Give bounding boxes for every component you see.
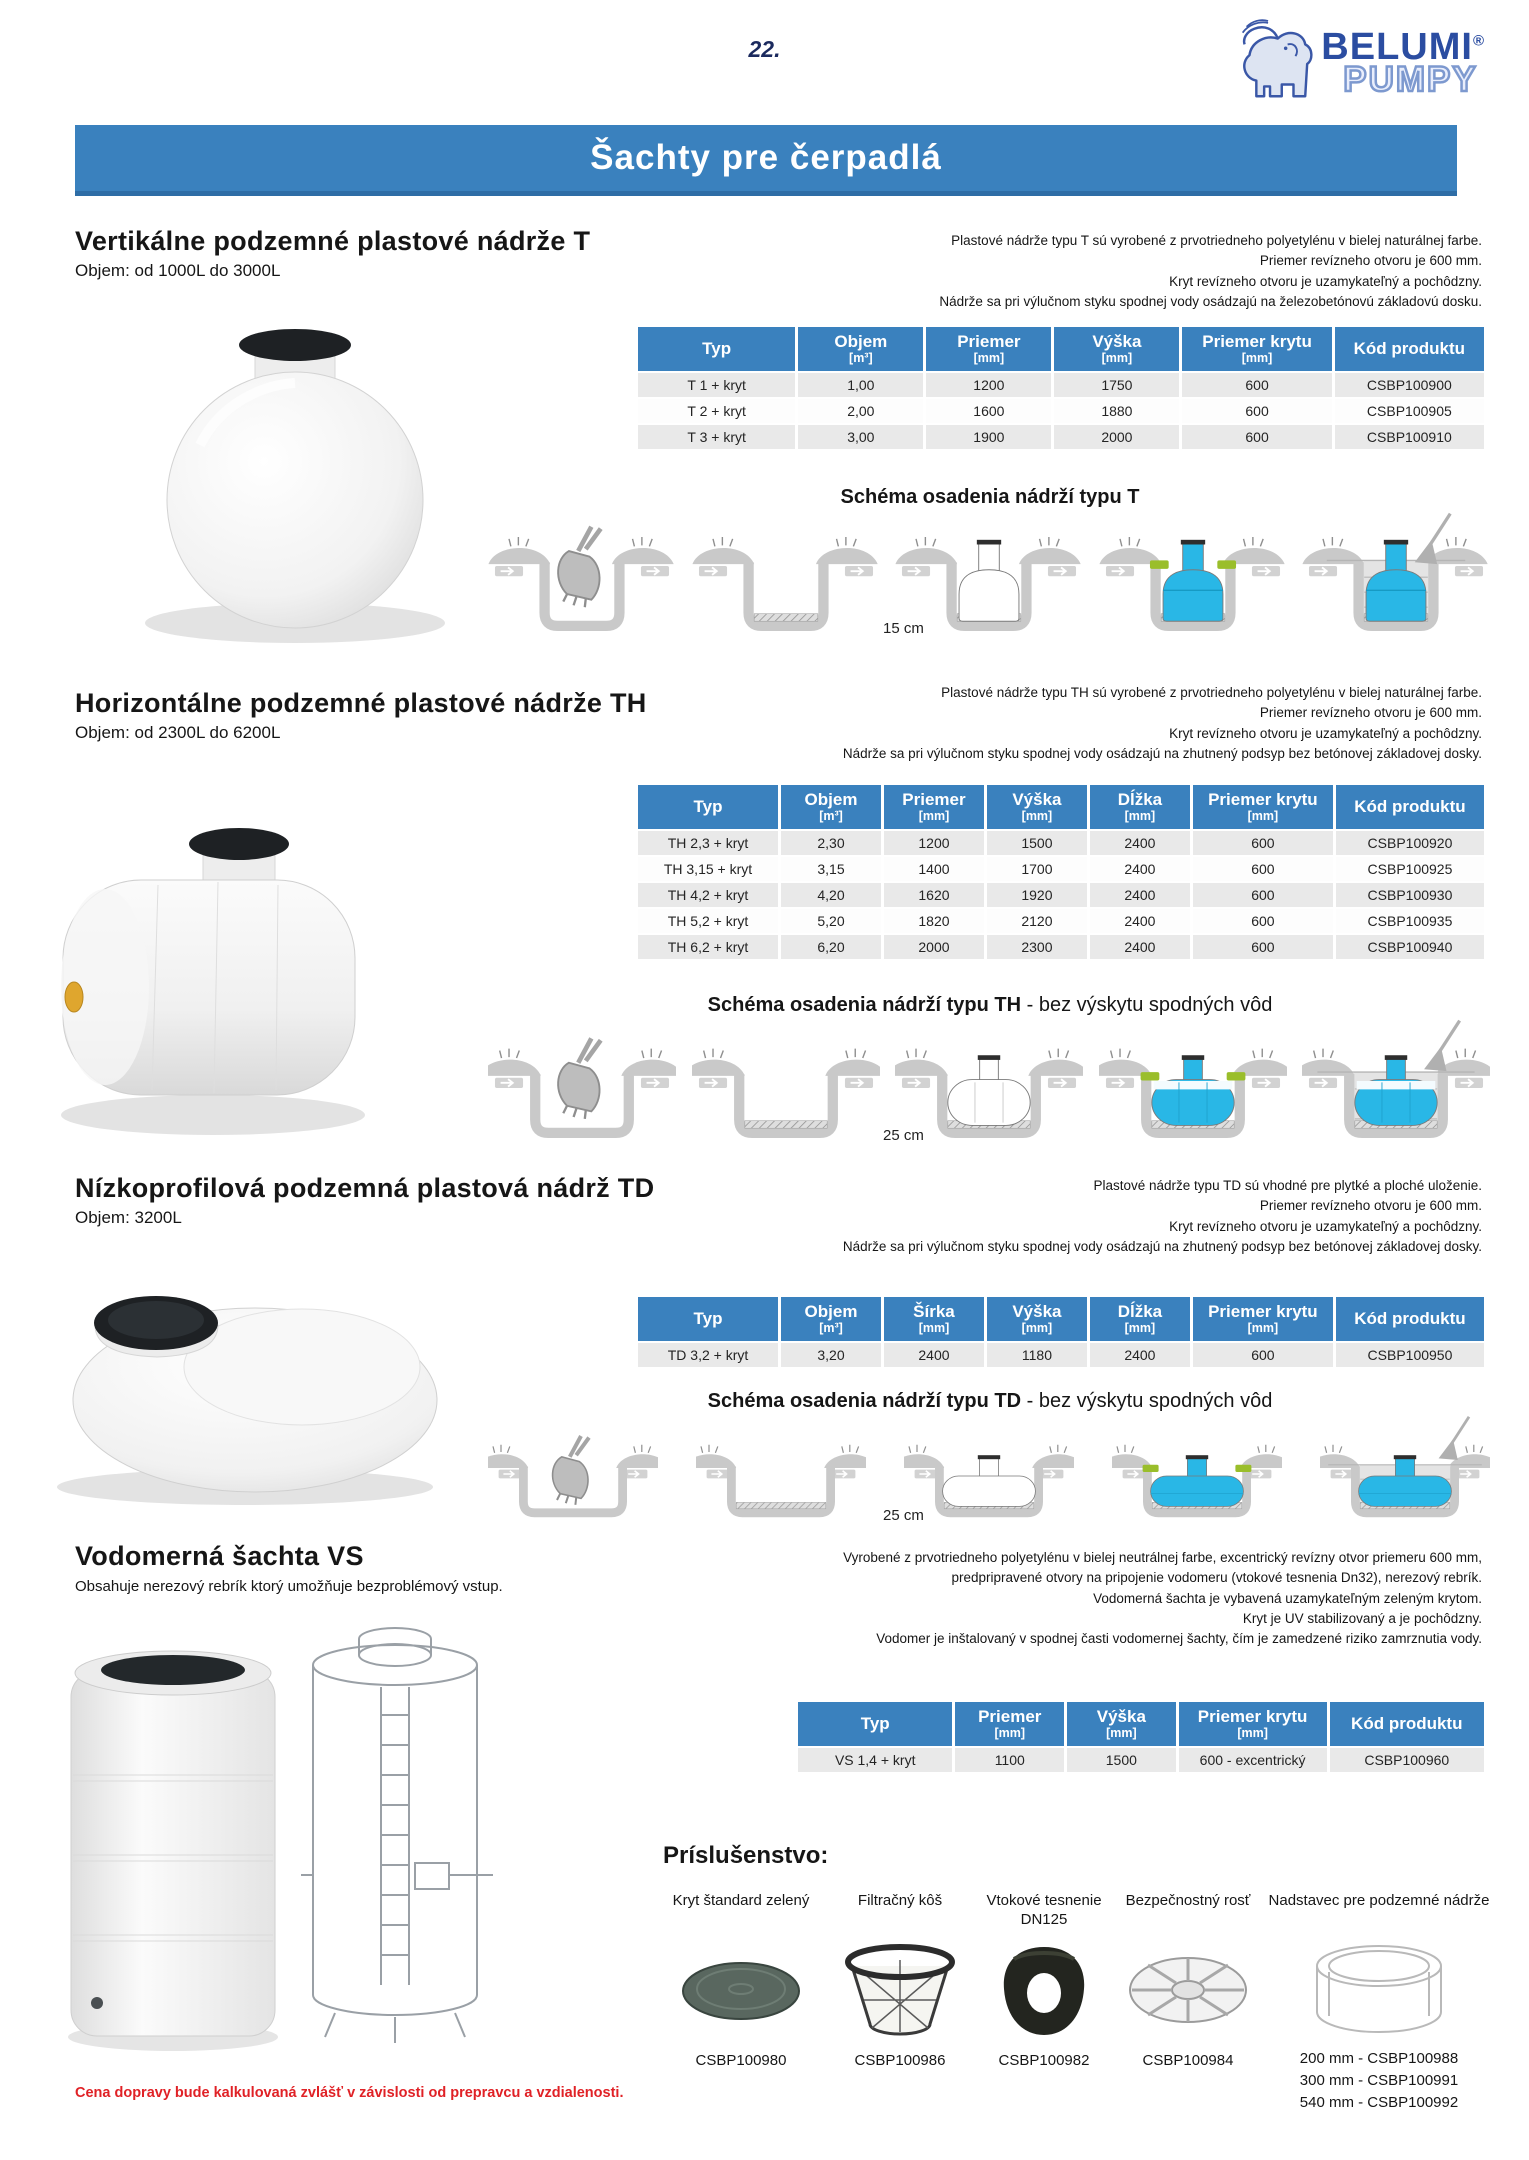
table-cell: T 1 + kryt [638,373,795,397]
intro-line: Kryt revízneho otvoru je uzamykateľný a pochôdzny. [1169,725,1482,741]
schema-stage-5 [1302,1015,1490,1146]
column-header: Priemer [mm] [884,785,984,829]
schema-stage-4 [1099,1015,1287,1146]
schema-title-th: Schéma osadenia nádrží typu TH - bez výskytu spodných vôd [707,994,1273,1016]
banner-title: Šachty pre čerpadlá [590,138,942,177]
table-row [638,373,1484,397]
table-row [638,883,1484,907]
table-cell: 2400 [1090,935,1190,959]
table-cell: 1820 [884,909,984,933]
table-cell: 2400 [1090,883,1190,907]
table-cell: TH 3,15 + kryt [638,857,778,881]
intro-line: Priemer revízneho otvoru je 600 mm. [1259,253,1482,269]
intro-line: Priemer revízneho otvoru je 600 mm. [1259,1198,1482,1214]
table-tank-th [635,783,1487,961]
brand-name-bottom: PUMPY [1343,59,1478,99]
schema-stage-1 [488,1015,676,1146]
section-subtitle-th: Objem: od 2300L do 6200L [75,723,281,742]
section-intro-td [762,1176,1482,1257]
intro-line: Nádrže sa pri výlučnom styku spodnej vody osádzajú na zhutnený podsyp bez betónovej základovej dosky. [842,745,1482,761]
elephant-logo-icon [1227,18,1315,106]
table-cell: CSBP100910 [1335,425,1484,449]
table-header-row [638,1297,1484,1341]
accessory-safety-grate: Bezpečnostný rosť CSBP100984 [1118,1892,1258,2113]
table-cell: 1100 [955,1748,1064,1772]
intro-line: Plastové nádrže typu TH sú vyrobené z prvotriedneho polyetylénu v bielej naturálnej farbe. [941,685,1482,700]
table-cell: TH 5,2 + kryt [638,909,778,933]
depth-label: 25 cm [883,1127,924,1144]
schema-row-th [488,1015,1490,1150]
table-cell: 2400 [884,1343,984,1367]
section-subtitle-td: Objem: 3200L [75,1208,182,1227]
accessory-filter-basket: Filtračný kôš CSBP100986 [830,1892,970,2113]
schema-stage-5 [1302,508,1490,639]
schema-stage-3 [904,1412,1074,1524]
intro-line: Vodomer je inštalovaný v spodnej časti vodomernej šachty, čím je zamedzené riziko zamrznutia vody. [876,1631,1482,1646]
schema-title-td: Schéma osadenia nádrží typu TD - bez výskytu spodných vôd [707,1390,1273,1412]
table-cell: TH 6,2 + kryt [638,935,778,959]
section-intro-vs [762,1548,1482,1649]
extension-codes: 200 mm - CSBP100988 300 mm - CSBP100991 540 mm - CSBP100992 [1299,2050,1459,2111]
registered-mark: ® [1472,31,1485,49]
table-row [638,831,1484,855]
table-cell: 2400 [1090,1343,1190,1367]
column-header: Objem [m³] [781,1297,881,1341]
schema-stage-1 [488,1412,658,1524]
table-cell: CSBP100900 [1335,373,1484,397]
brand-name-top: BELUMI [1321,25,1473,68]
intro-line: Nádrže sa pri výlučnom styku spodnej vody osádzajú na železobetónovú základovú dosku. [939,293,1482,309]
table-cell: 600 [1193,883,1333,907]
table-cell: 600 [1193,935,1333,959]
table-cell: TH 4,2 + kryt [638,883,778,907]
table-cell: CSBP100940 [1336,935,1484,959]
table-cell: 2,30 [781,831,881,855]
table-row [638,399,1484,423]
column-header: Kód produktu [1336,1297,1484,1341]
column-header: Výška [mm] [987,1297,1087,1341]
table-row [638,857,1484,881]
product-photo-tank-td [40,1225,450,1515]
schema-stage-2 [696,1412,866,1524]
column-header: Typ [638,785,778,829]
intro-line: Kryt je UV stabilizovaný a je pochôdzny. [1242,1610,1482,1626]
table-cell: T 2 + kryt [638,399,795,423]
column-header: Dĺžka [mm] [1090,785,1190,829]
filter-basket-icon [840,1940,960,2040]
column-header: Priemer krytu [mm] [1179,1702,1327,1746]
schema-title-t: Schéma osadenia nádrží typu T [840,486,1140,508]
table-cell: 3,20 [781,1343,881,1367]
table-cell: TH 2,3 + kryt [638,831,778,855]
column-header: Priemer krytu [mm] [1193,1297,1333,1341]
column-header: Šírka [mm] [884,1297,984,1341]
table-tank-t [635,325,1487,451]
column-header: Objem [m³] [781,785,881,829]
green-cover-icon [676,1953,806,2028]
table-cell: 1400 [884,857,984,881]
schema-stage-4 [1099,508,1287,639]
intro-line: Priemer revízneho otvoru je 600 mm. [1259,705,1482,721]
table-header-row [798,1702,1484,1746]
schema-stage-2 [692,1015,880,1146]
table-cell: 3,15 [781,857,881,881]
table-cell: 600 [1193,857,1333,881]
intro-line: Kryt revízneho otvoru je uzamykateľný a pochôdzny. [1169,1218,1482,1234]
table-cell: 600 [1193,1343,1333,1367]
section-subtitle-vs: Obsahuje nerezový rebrík ktorý umožňuje bezproblémový vstup. [75,1578,503,1595]
safety-grate-icon [1123,1950,1253,2030]
table-cell: T 3 + kryt [638,425,795,449]
table-row [638,909,1484,933]
table-cell: CSBP100960 [1330,1748,1484,1772]
section-intro-th [762,683,1482,764]
shipping-note: Cena dopravy bude kalkulovaná zvlášť v závislosti od prepravcu a vzdialenosti. [75,2085,624,2101]
column-header: Kód produktu [1336,785,1484,829]
schema-stage-5 [1320,1412,1490,1524]
table-cell: 600 [1182,425,1331,449]
schema-stage-1 [488,508,676,639]
accessory-green-cover: Kryt štandard zelený CSBP100980 [672,1892,810,2069]
section-title-vs: Vodomerná šachta VS [75,1541,364,1571]
table-row [638,935,1484,959]
table-cell: 2000 [1054,425,1179,449]
table-cell: 2400 [1090,857,1190,881]
column-header: Kód produktu [1335,327,1484,371]
table-cell: 1600 [926,399,1051,423]
section-title-td: Nízkoprofilová podzemná plastová nádrž TD [75,1173,655,1203]
intro-line: Nádrže sa pri výlučnom styku spodnej vody osádzajú na zhutnený podsyp bez betónovej základovej dosky. [842,1238,1482,1254]
drawing-shaft-vs [295,1625,495,2055]
table-cell: CSBP100905 [1335,399,1484,423]
column-header: Výška [mm] [1067,1702,1176,1746]
table-cell: 600 [1182,399,1331,423]
column-header: Typ [798,1702,952,1746]
table-cell: CSBP100920 [1336,831,1484,855]
schema-stage-4 [1112,1412,1282,1524]
table-cell: VS 1,4 + kryt [798,1748,952,1772]
depth-label: 25 cm [883,1507,924,1524]
column-header: Priemer [mm] [926,327,1051,371]
table-row [798,1748,1484,1772]
table-cell: 1900 [926,425,1051,449]
table-cell: 1700 [987,857,1087,881]
table-cell: 1500 [987,831,1087,855]
table-cell: 600 - excentrický [1179,1748,1327,1772]
table-cell: 1920 [987,883,1087,907]
table-cell: 1,00 [798,373,923,397]
section-title-th: Horizontálne podzemné plastové nádrže TH [75,688,647,718]
intro-line: Vyrobené z prvotriedneho polyetylénu v bielej neutrálnej farbe, excentrický revízny otvor priemeru 600 mm, [843,1550,1482,1565]
table-cell: CSBP100935 [1336,909,1484,933]
table-cell: 600 [1182,373,1331,397]
schema-stage-2 [692,508,880,639]
intro-line: predpripravené otvory na pripojenie vodomeru (vtokové tesnenia Dn32), nerezový rebrík. [951,1570,1482,1586]
table-cell: 1620 [884,883,984,907]
brand-logo [1227,18,1485,106]
column-header: Výška [mm] [1054,327,1179,371]
table-cell: 5,20 [781,909,881,933]
column-header: Výška [mm] [987,785,1087,829]
product-photo-tank-t [130,285,460,650]
accessories-heading: Príslušenstvo: [663,1842,829,1869]
column-header: Kód produktu [1330,1702,1484,1746]
table-header-row [638,327,1484,371]
depth-label: 15 cm [883,620,924,637]
table-cell: 1880 [1054,399,1179,423]
section-intro-t [762,231,1482,312]
table-cell: 1180 [987,1343,1087,1367]
intro-line: Plastové nádrže typu TD sú vhodné pre plytké a ploché uloženie. [1093,1178,1482,1193]
table-row [638,425,1484,449]
column-header: Priemer krytu [mm] [1193,785,1333,829]
table-shaft-vs [795,1700,1487,1774]
table-header-row [638,785,1484,829]
column-header: Priemer [mm] [955,1702,1064,1746]
product-photo-shaft-vs [55,1625,295,2065]
table-cell: 2120 [987,909,1087,933]
table-cell: 1200 [884,831,984,855]
column-header: Typ [638,1297,778,1341]
table-cell: 2,00 [798,399,923,423]
table-cell: CSBP100950 [1336,1343,1484,1367]
schema-row-td [488,1412,1490,1526]
intro-line: Kryt revízneho otvoru je uzamykateľný a pochôdzny. [1169,273,1482,289]
table-cell: 600 [1193,831,1333,855]
table-cell: CSBP100930 [1336,883,1484,907]
column-header: Dĺžka [mm] [1090,1297,1190,1341]
accessory-extension: Nadstavec pre podzemné nádrže 200 mm - CSBP100988 300 mm - CSBP100991 540 mm - CSBP100992 [1258,1892,1500,2113]
section-title-t: Vertikálne podzemné plastové nádrže T [75,226,591,256]
table-cell: 1500 [1067,1748,1176,1772]
column-header: Objem [m³] [798,327,923,371]
table-cell: 2400 [1090,909,1190,933]
table-cell: CSBP100925 [1336,857,1484,881]
page-banner [75,125,1457,196]
column-header: Typ [638,327,795,371]
accessories-row [652,1892,1500,2113]
section-subtitle-t: Objem: od 1000L do 3000L [75,261,281,280]
table-cell: 2000 [884,935,984,959]
table-row [638,1343,1484,1367]
table-cell: 600 [1193,909,1333,933]
accessory-inlet-seal: Vtokové tesnenie DN125 CSBP100982 [986,1892,1102,2069]
extension-ring-icon [1304,1940,1454,2040]
table-cell: 1200 [926,373,1051,397]
table-cell: 1750 [1054,373,1179,397]
schema-row-t [488,508,1490,643]
table-tank-td [635,1295,1487,1369]
column-header: Priemer krytu [mm] [1182,327,1331,371]
product-photo-tank-th [48,760,378,1150]
table-cell: 4,20 [781,883,881,907]
table-cell: 2400 [1090,831,1190,855]
table-cell: 3,00 [798,425,923,449]
page-number: 22. [748,36,781,62]
table-cell: 6,20 [781,935,881,959]
table-cell: TD 3,2 + kryt [638,1343,778,1367]
inlet-seal-icon [994,1943,1094,2038]
intro-line: Vodomerná šachta je vybavená uzamykateľným zeleným krytom. [1093,1590,1482,1606]
table-cell: 2300 [987,935,1087,959]
intro-line: Plastové nádrže typu T sú vyrobené z prvotriedneho polyetylénu v bielej naturálnej farbe. [951,233,1482,248]
